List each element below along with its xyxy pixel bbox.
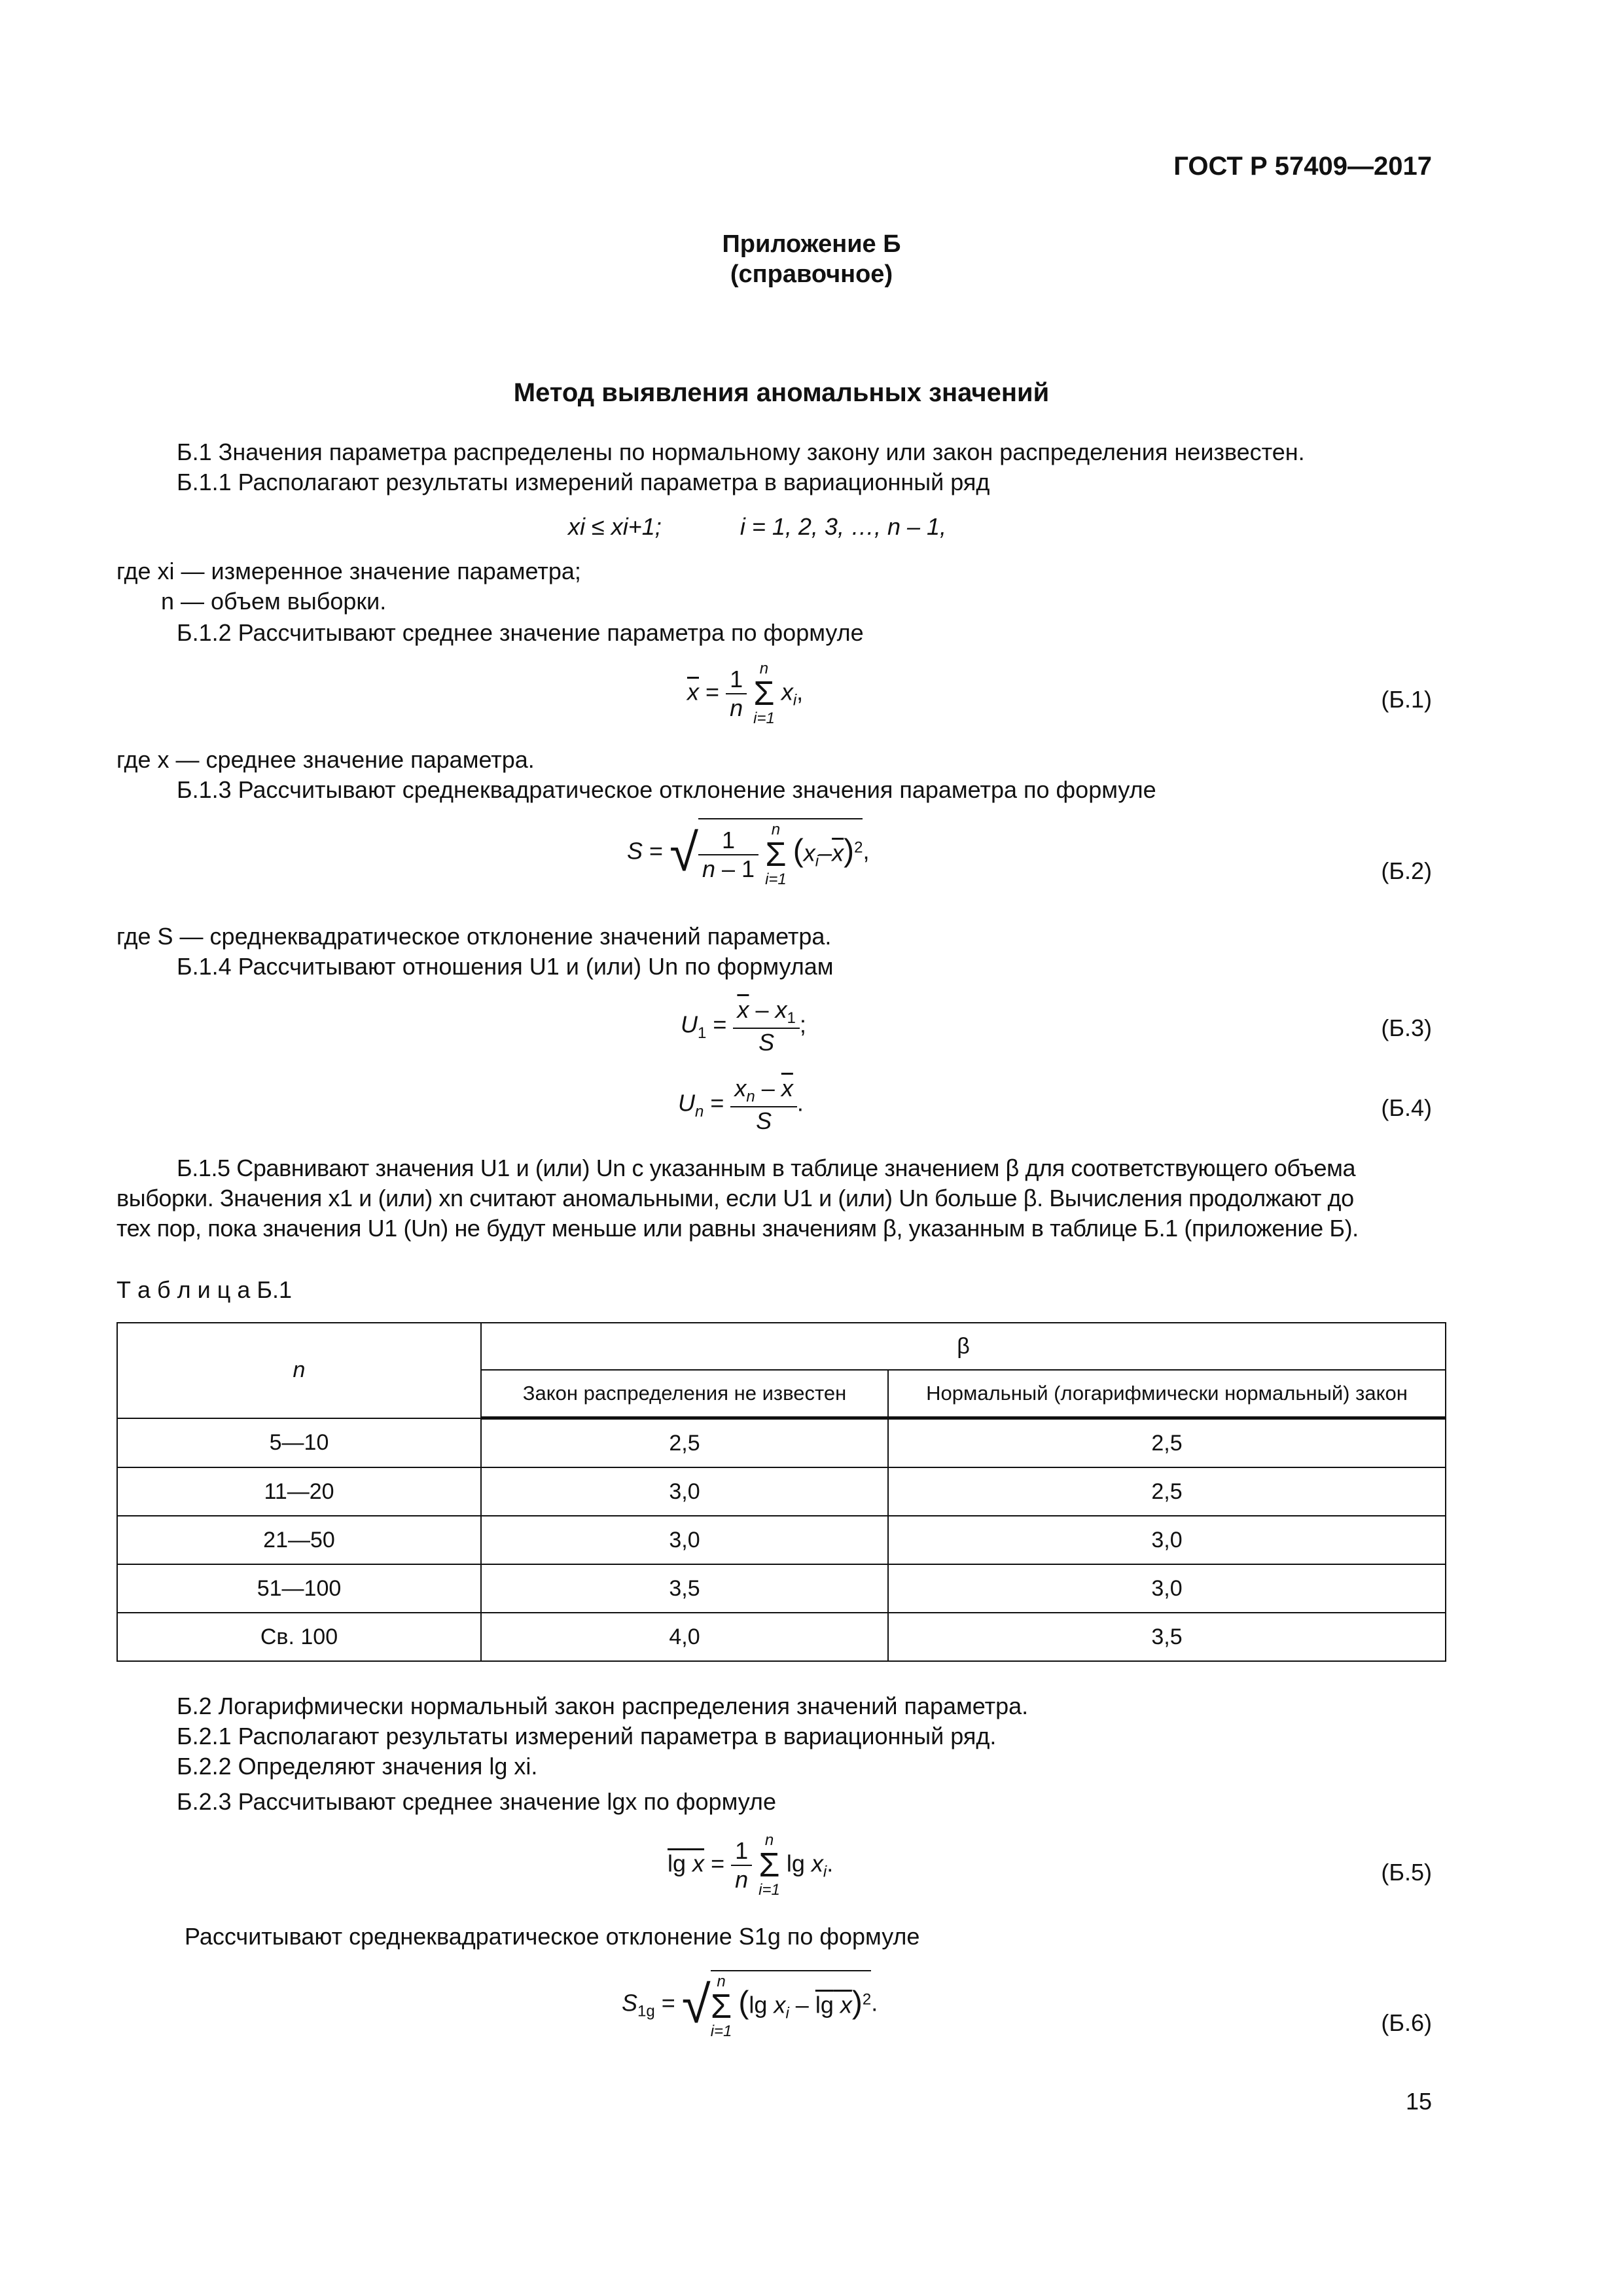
paragraph-b1-1: Б.1.1 Располагают результаты измерений параметра в вариационный ряд — [177, 469, 990, 495]
where-mean: где x — среднее значение параметра. — [116, 746, 535, 773]
variation-series — [568, 513, 946, 541]
eq-label-b5: (Б.5) — [1381, 1859, 1432, 1886]
page-number: 15 — [1405, 2088, 1432, 2115]
formula-mean: $\overline{x}$ = $\frac{1}{n}$ n Σ i=1 $x_i$, — [687, 660, 804, 727]
table-row — [117, 1613, 1446, 1661]
where-xi: где xi — измеренное значение параметра; — [116, 558, 581, 584]
paragraph-b1-4: Б.1.4 Рассчитывают отношения U1 и (или) Un по формулам — [177, 953, 834, 980]
formula-lg-mean: lg x = $\frac{1}{n}$ n Σ i=1 $\lg x_i$. — [668, 1831, 834, 1899]
section-title: Метод выявления аномальных значений — [513, 378, 1050, 407]
cell-n: 21—50 — [117, 1516, 481, 1564]
paragraph-b1-5-line1: Б.1.5 Сравнивают значения U1 и (или) Un с указанным в таблице значением β для соответствующего объема — [177, 1155, 1356, 1181]
cell-normal: 3,5 — [888, 1613, 1446, 1661]
cell-n: 11—20 — [117, 1467, 481, 1516]
where-s: где S — среднеквадратическое отклонение значений параметра. — [116, 923, 832, 950]
cell-unknown: 4,0 — [481, 1613, 888, 1661]
cell-unknown: 3,0 — [481, 1516, 888, 1564]
cell-normal: 2,5 — [888, 1467, 1446, 1516]
paragraph-b1: Б.1 Значения параметра распределены по нормальному закону или закон распределения неизвестен. — [177, 439, 1305, 465]
where-n: n — объем выборки. — [161, 588, 387, 615]
cell-unknown: 3,0 — [481, 1467, 888, 1516]
formula-std: S = √ $\frac{1}{n - 1}$ n Σ i=1 $(x_i-\overline{x})^2$, — [627, 818, 870, 888]
eq-label-b3: (Б.3) — [1381, 1014, 1432, 1041]
appendix-title: Приложение Б — [722, 230, 901, 258]
cell-normal: 3,0 — [888, 1516, 1446, 1564]
table-row — [117, 1564, 1446, 1613]
paragraph-b1-3: Б.1.3 Рассчитывают среднеквадратическое отклонение значения параметра по формуле — [177, 776, 1156, 803]
paragraph-s1g: Рассчитывают среднеквадратическое отклонение S1g по формуле — [185, 1923, 920, 1950]
paragraph-b2-1: Б.2.1 Располагают результаты измерений параметра в вариационный ряд. — [177, 1723, 997, 1749]
paragraph-b1-2: Б.1.2 Рассчитывают среднее значение параметра по формуле — [177, 619, 864, 646]
eq-label-b2: (Б.2) — [1381, 857, 1432, 884]
cell-unknown: 2,5 — [481, 1418, 888, 1468]
cell-n: Св. 100 — [117, 1613, 481, 1661]
formula-s1g: $S_{1g}$ = √ n Σ i=1 (lg $x_i$ – lg x)$^2$. — [622, 1970, 878, 2039]
header-n: n — [117, 1323, 481, 1418]
header-normal-law: Нормальный (логарифмически нормальный) закон — [888, 1370, 1446, 1418]
paragraph-b2-2: Б.2.2 Определяют значения lg xi. — [177, 1753, 538, 1780]
table-b1 — [116, 1322, 1446, 1662]
table-row — [117, 1516, 1446, 1564]
appendix-subtitle: (справочное) — [730, 260, 893, 288]
standard-number: ГОСТ Р 57409—2017 — [1173, 152, 1432, 181]
eq-label-b4: (Б.4) — [1381, 1094, 1432, 1121]
formula-u1: $U_1$ = $\frac{\overline{x} - x_1}{S}$ ; — [681, 996, 806, 1056]
paragraph-b1-5-line3: тех пор, пока значения U1 (Un) не будут меньше или равны значениям β, указанным в таблице Б.1 (приложение Б). — [116, 1215, 1359, 1242]
cell-n: 5—10 — [117, 1418, 481, 1468]
paragraph-b2: Б.2 Логарифмически нормальный закон распределения значений параметра. — [177, 1693, 1029, 1719]
eq-label-b1: (Б.1) — [1381, 686, 1432, 713]
cell-normal: 2,5 — [888, 1418, 1446, 1468]
paragraph-b2-3: Б.2.3 Рассчитывают среднее значение lgx по формуле — [177, 1788, 776, 1815]
cell-normal: 3,0 — [888, 1564, 1446, 1613]
series-lhs: xi ≤ xi+1; — [568, 513, 662, 540]
cell-unknown: 3,5 — [481, 1564, 888, 1613]
series-rhs: i = 1, 2, 3, …, n – 1, — [740, 513, 947, 540]
table-row — [117, 1467, 1446, 1516]
header-unknown-law: Закон распределения не известен — [481, 1370, 888, 1418]
eq-label-b6: (Б.6) — [1381, 2009, 1432, 2036]
cell-n: 51—100 — [117, 1564, 481, 1613]
header-beta: β — [481, 1323, 1446, 1370]
paragraph-b1-5-line2: выборки. Значения x1 и (или) xn считают аномальными, если U1 и (или) Un больше β. Вычисления продолжают до — [116, 1185, 1354, 1211]
formula-un: $U_n$ = $\frac{x_n - \overline{x}}{S}$ . — [678, 1075, 804, 1135]
table-caption: Т а б л и ц а Б.1 — [116, 1276, 293, 1303]
table-row — [117, 1418, 1446, 1468]
